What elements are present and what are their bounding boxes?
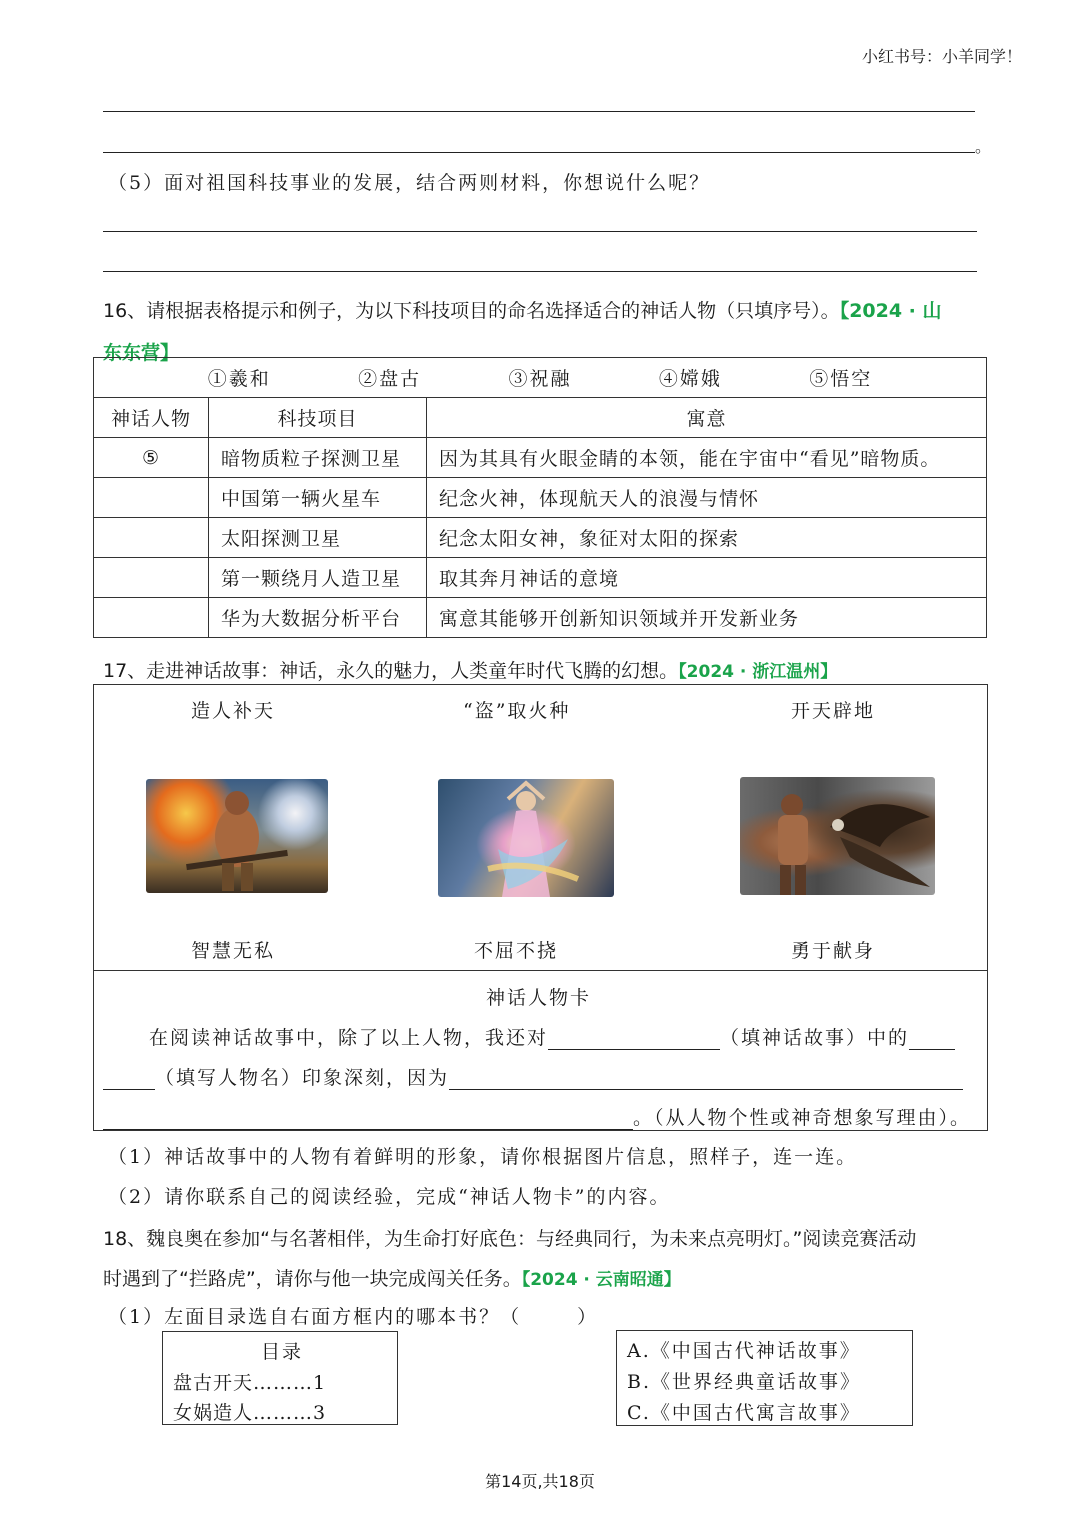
question-18-line2	[103, 1264, 681, 1291]
question-17-text: 17、走进神话故事：神话，永久的魅力，人类童年时代飞腾的幻想。	[103, 660, 679, 682]
figure-cell[interactable]	[94, 598, 209, 638]
table-row	[94, 518, 987, 558]
toc-title: 目录	[261, 1341, 304, 1363]
chained-man-eagle-image	[740, 777, 935, 895]
source-tag: 【2024 · 云南昭通】	[521, 1270, 681, 1290]
book-option[interactable]: C.《中国古代寓言故事》	[627, 1402, 861, 1424]
question-18-sub1	[108, 1302, 598, 1329]
table-row	[94, 438, 987, 478]
meaning-cell: 纪念火神，体现航天人的浪漫与情怀	[427, 478, 987, 518]
answer-line	[103, 271, 977, 272]
story-title: 造人补天	[191, 700, 276, 722]
source-tag: 【2024 · 山	[839, 300, 942, 322]
answer-line	[103, 152, 975, 153]
option-item: ③祝融	[508, 368, 572, 390]
question-15-5: （5）面对祖国科技事业的发展，结合两则材料，你想说什么呢？	[108, 172, 711, 194]
story-title: “盗”取火种	[463, 700, 571, 722]
sub1-text: （1）左面目录选自右面方框内的哪本书？（	[108, 1306, 522, 1328]
figure-cell[interactable]	[94, 558, 209, 598]
project-cell: 第一颗绕月人造卫星	[209, 558, 427, 598]
card-line-3	[103, 1103, 971, 1130]
project-cell: 太阳探测卫星	[209, 518, 427, 558]
watermark: 小红书号：小羊同学！	[861, 47, 1022, 66]
myth-box	[93, 684, 988, 1131]
column-header: 科技项目	[209, 398, 427, 438]
meaning-cell: 取其奔月神话的意境	[427, 558, 987, 598]
sub1-close: ）	[577, 1306, 599, 1328]
line-period: 。	[975, 137, 992, 156]
book-options	[616, 1330, 913, 1426]
card-line-1	[149, 1023, 955, 1050]
page-footer: 第14页,共18页	[485, 1472, 595, 1491]
source-tag: 【2024 · 浙江温州】	[678, 662, 838, 682]
name-blank[interactable]	[909, 1029, 955, 1050]
options-row	[94, 358, 987, 398]
question-18-line1: 18、魏良奥在参加“与名著相伴，为生命打好底色：与经典同行，为未来点亮明灯。”阅读竞赛活动	[103, 1228, 917, 1250]
project-cell: 中国第一辆火星车	[209, 478, 427, 518]
card-text: 。（从人物个性或神奇想象写理由）。	[633, 1107, 972, 1129]
goddess-image	[438, 779, 614, 897]
story-title: 开天辟地	[791, 700, 876, 722]
project-cell: 华为大数据分析平台	[209, 598, 427, 638]
story-blank[interactable]	[548, 1029, 720, 1050]
question-18-text: 时遇到了“拦路虎”，请你与他一块完成闯关任务。	[103, 1268, 522, 1290]
source-tag-cont: 东东营】	[103, 342, 180, 364]
option-item: ②盘古	[358, 368, 422, 390]
trait-label: 智慧无私	[191, 940, 276, 962]
column-header: 寓意	[427, 398, 987, 438]
toc-item: 女娲造人………3	[173, 1402, 327, 1424]
question-17-sub2: （2）请你联系自己的阅读经验，完成“神话人物卡”的内容。	[108, 1186, 671, 1208]
card-text: （填写人物名）印象深刻，因为	[155, 1067, 450, 1089]
figure-cell[interactable]	[94, 518, 209, 558]
name-blank-cont[interactable]	[103, 1069, 155, 1090]
header-row	[94, 398, 987, 438]
figure-cell[interactable]	[94, 478, 209, 518]
book-option[interactable]: B.《世界经典童话故事》	[627, 1371, 862, 1393]
table-of-contents	[162, 1331, 398, 1425]
question-16-text: 16、请根据表格提示和例子，为以下科技项目的命名选择适合的神话人物（只填序号）。	[103, 300, 840, 322]
warrior-figure	[146, 779, 328, 893]
project-cell: 暗物质粒子探测卫星	[209, 438, 427, 478]
column-header: 神话人物	[94, 398, 209, 438]
card-title: 神话人物卡	[486, 987, 592, 1009]
card-line-2	[103, 1063, 963, 1090]
mythology-table	[93, 357, 987, 638]
option-item: ①羲和	[207, 368, 271, 390]
option-item: ④嫦娥	[658, 368, 722, 390]
chained-man-figure	[740, 777, 935, 895]
goddess-figure	[438, 779, 614, 897]
question-17-sub1: （1）神话故事中的人物有着鲜明的形象，请你根据图片信息，照样子，连一连。	[108, 1146, 858, 1168]
book-option[interactable]: A.《中国古代神话故事》	[627, 1340, 861, 1362]
toc-item: 盘古开天………1	[173, 1372, 327, 1394]
box-divider	[94, 970, 987, 971]
reason-blank-cont[interactable]	[103, 1109, 633, 1130]
card-text: （填神话故事）中的	[720, 1027, 910, 1049]
option-item: ⑤悟空	[809, 368, 873, 390]
giant-warrior-image	[146, 779, 328, 893]
question-17	[103, 656, 837, 683]
table-row	[94, 558, 987, 598]
meaning-cell: 因为其具有火眼金睛的本领，能在宇宙中“看见”暗物质。	[427, 438, 987, 478]
answer-line	[103, 111, 975, 112]
trait-label: 勇于献身	[791, 940, 876, 962]
table-row	[94, 478, 987, 518]
meaning-cell: 寓意其能够开创新知识领域并开发新业务	[427, 598, 987, 638]
answer-line	[103, 231, 977, 232]
table-row	[94, 598, 987, 638]
card-text: 在阅读神话故事中，除了以上人物，我还对	[149, 1027, 549, 1049]
meaning-cell: 纪念太阳女神，象征对太阳的探索	[427, 518, 987, 558]
reason-blank[interactable]	[449, 1069, 963, 1090]
figure-cell[interactable]: ⑤	[94, 438, 209, 478]
trait-label: 不屈不挠	[474, 940, 559, 962]
